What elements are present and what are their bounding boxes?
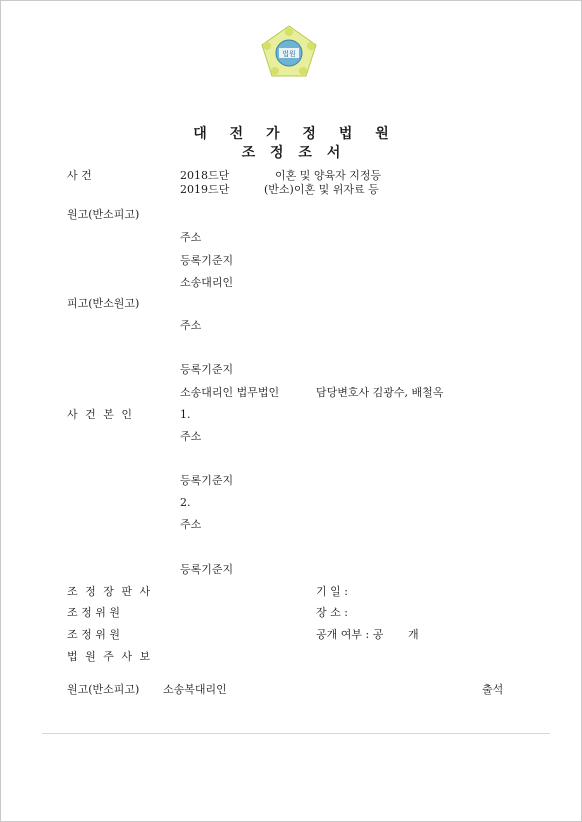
case2-name: (반소)이혼 및 위자료 등 <box>264 183 379 196</box>
court-name: 대 전 가 정 법 원 <box>193 126 398 142</box>
plaintiff-agent-label: 소송대리인 <box>180 276 234 289</box>
plaintiff-address-label: 주소 <box>180 231 202 244</box>
defendant-address-label: 주소 <box>180 319 202 332</box>
case1-number: 2018드단 <box>180 169 230 182</box>
case-label: 사 건 <box>67 169 92 182</box>
principal1-number: 1. <box>180 408 191 421</box>
defendant-registry-label: 등록기준지 <box>180 363 234 376</box>
attendance-agent-label: 소송복대리인 <box>163 683 227 696</box>
session-date-label: 기 일 : <box>316 585 348 598</box>
principal1-address-label: 주소 <box>180 430 202 443</box>
document-title: 조 정 조 서 <box>241 145 346 161</box>
plaintiff-registry-label: 등록기준지 <box>180 254 234 267</box>
court-clerk-label: 법 원 주 사 보 <box>67 650 153 663</box>
defendant-label: 피고(반소원고) <box>67 297 140 310</box>
case1-name: 이혼 및 양육자 지정등 <box>275 169 382 182</box>
principal2-address-label: 주소 <box>180 518 202 531</box>
mediation-member2-label: 조 정 위 원 <box>67 628 120 641</box>
plaintiff-label: 원고(반소피고) <box>67 208 140 221</box>
mediation-member1-label: 조 정 위 원 <box>67 606 120 619</box>
bottom-divider <box>42 733 550 734</box>
seal-text: 법원 <box>282 50 296 58</box>
public-status-label: 공개 여부 : 공 <box>316 628 384 641</box>
public-status-value: 개 <box>408 628 419 641</box>
principal1-registry-label: 등록기준지 <box>180 474 234 487</box>
attendance-status: 출석 <box>482 683 504 696</box>
principals-label: 사 건 본 인 <box>67 408 134 421</box>
principal2-registry-label: 등록기준지 <box>180 563 234 576</box>
principal2-number: 2. <box>180 496 191 509</box>
attendance-party-label: 원고(반소피고) <box>67 683 140 696</box>
defendant-agent-label: 소송대리인 법무법인 <box>180 386 280 399</box>
session-place-label: 장 소 : <box>316 606 348 619</box>
defendant-agent-lawyers: 담당변호사 김광수, 배철옥 <box>316 386 444 399</box>
case2-number: 2019드단 <box>180 183 230 196</box>
mediation-judge-label: 조 정 장 판 사 <box>67 585 153 598</box>
court-emblem-icon <box>260 24 318 78</box>
